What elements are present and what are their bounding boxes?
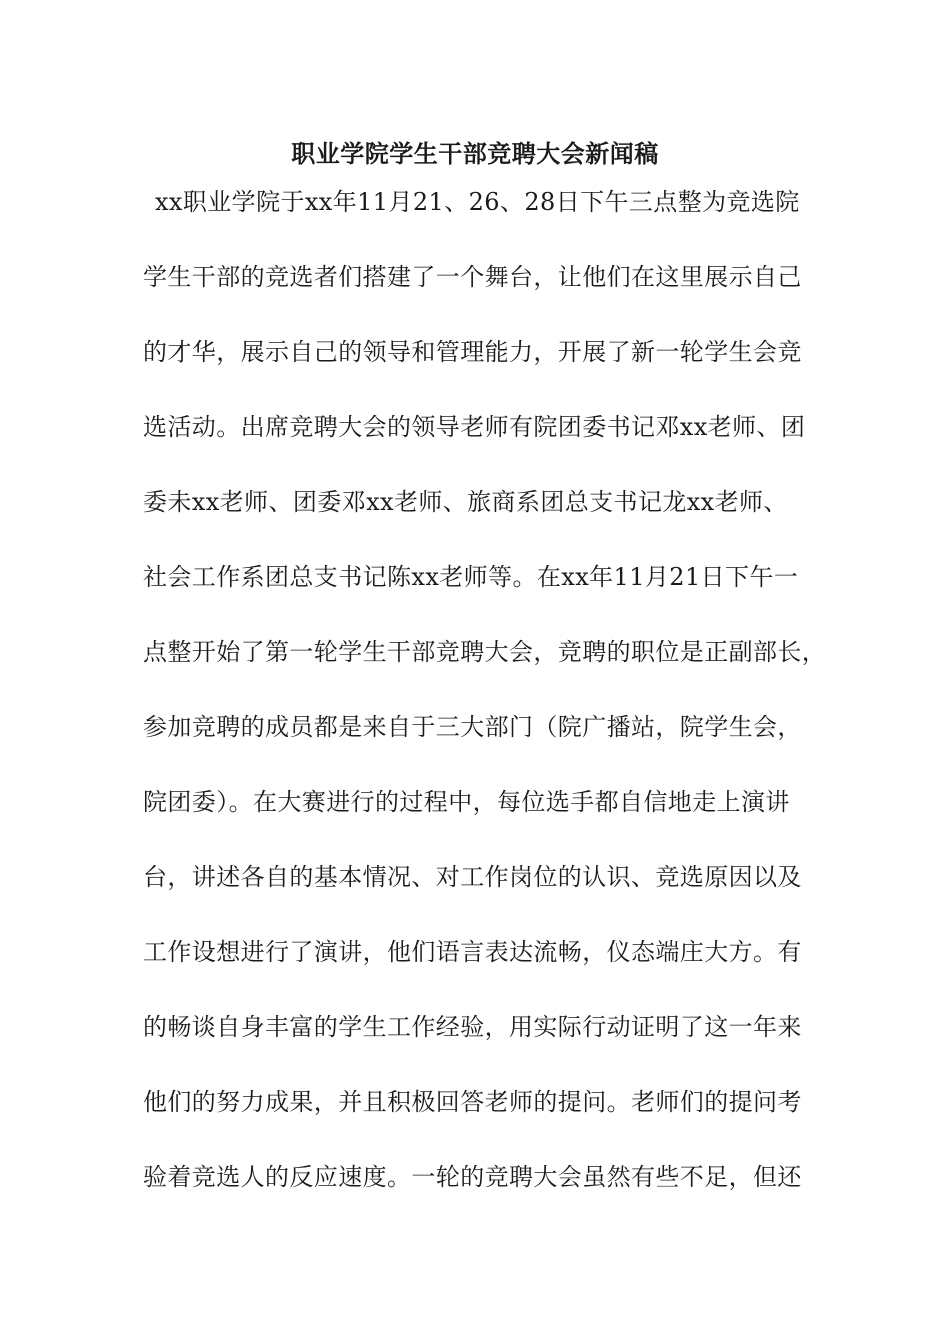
body-line: 参加竞聘的成员都是来自于三大部门（院广播站，院学生会，: [143, 713, 802, 741]
body-line: 点整开始了第一轮学生干部竞聘大会，竞聘的职位是正副部长，: [143, 638, 827, 666]
body-line: 的才华，展示自己的领导和管理能力，开展了新一轮学生会竞: [143, 338, 802, 366]
body-line: 院团委）。在大赛进行的过程中，每位选手都自信地走上演讲: [143, 788, 790, 816]
body-line: 学生干部的竞选者们搭建了一个舞台，让他们在这里展示自己: [143, 263, 802, 291]
body-line: 的畅谈自身丰富的学生工作经验，用实际行动证明了这一年来: [143, 1013, 802, 1041]
body-line: 他们的努力成果，并且积极回答老师的提问。老师们的提问考: [143, 1088, 802, 1116]
body-line: 社会工作系团总支书记陈xx老师等。在xx年11月21日下午一: [143, 563, 799, 591]
document-title: 职业学院学生干部竞聘大会新闻稿: [291, 139, 659, 168]
body-line: 工作设想进行了演讲，他们语言表达流畅，仪态端庄大方。有: [143, 938, 802, 966]
body-line: xx职业学院于xx年11月21、26、28日下午三点整为竞选院: [155, 188, 800, 216]
body-line: 验着竞选人的反应速度。一轮的竞聘大会虽然有些不足，但还: [143, 1163, 802, 1191]
body-line: 委未xx老师、团委邓xx老师、旅商系团总支书记龙xx老师、: [143, 488, 788, 516]
body-line: 选活动。出席竞聘大会的领导老师有院团委书记邓xx老师、团: [143, 413, 806, 441]
document-body: [143, 185, 827, 1235]
body-line: 台，讲述各自的基本情况、对工作岗位的认识、竞选原因以及: [143, 863, 802, 891]
